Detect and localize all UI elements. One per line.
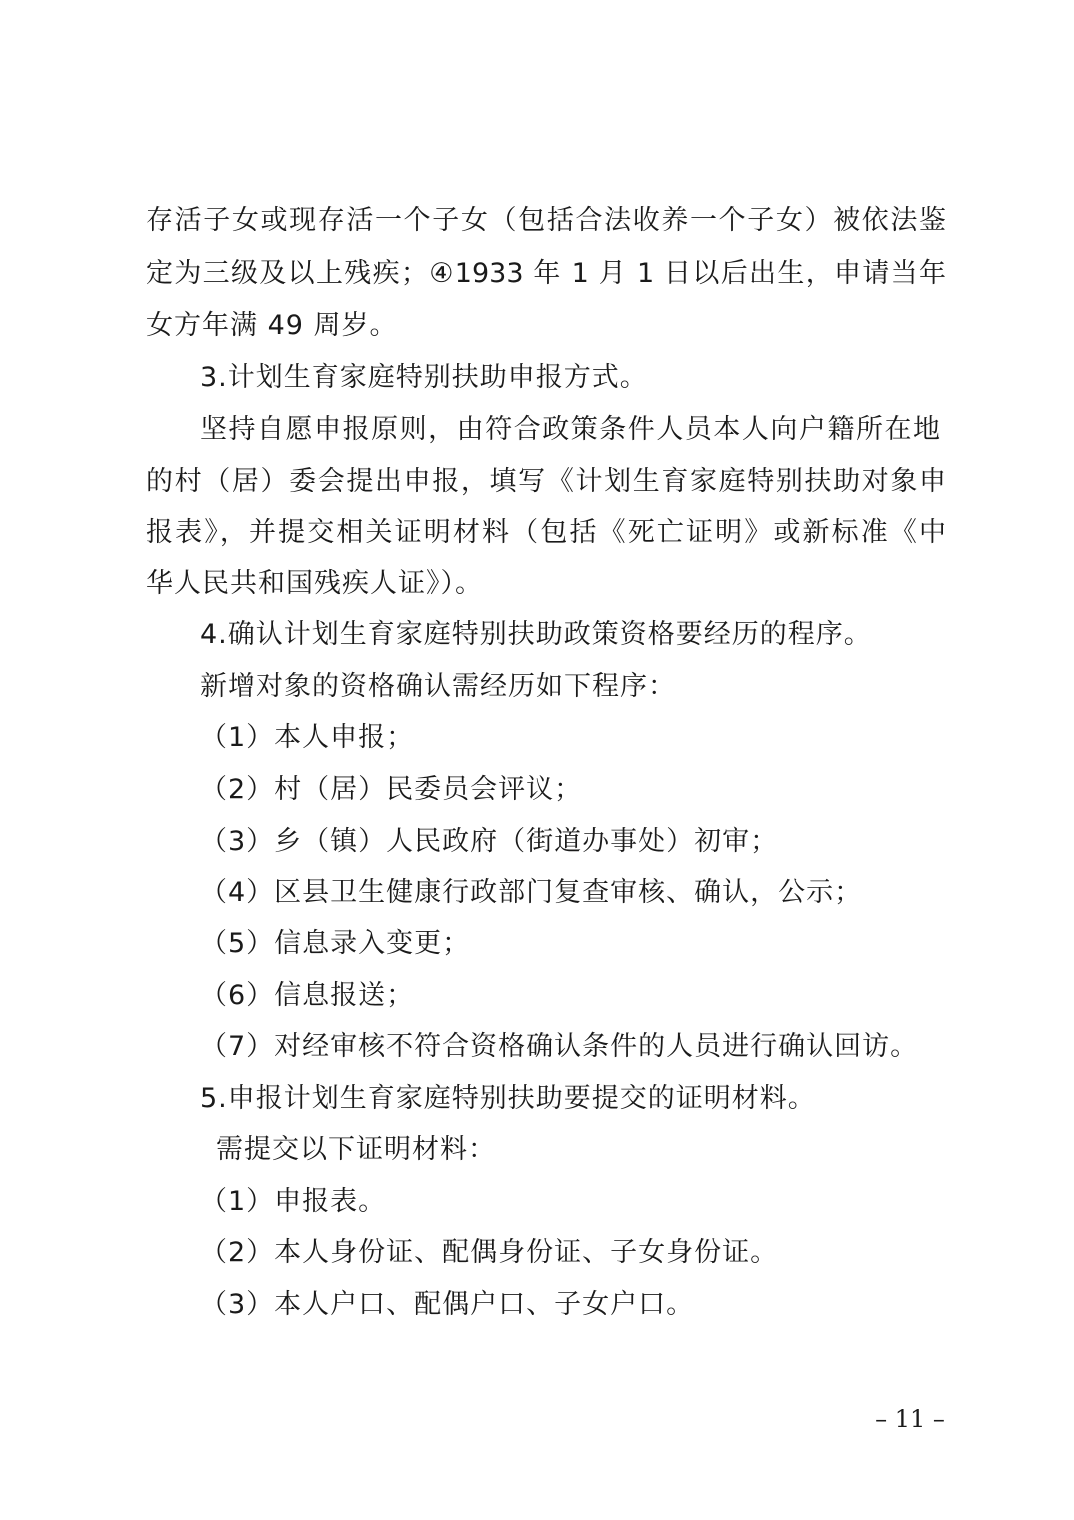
materials-item-3: （3）本人户口、配偶户口、子女户口。 [200, 1289, 695, 1320]
section-heading-5: 5.申报计划生育家庭特别扶助要提交的证明材料。 [200, 1083, 816, 1114]
procedure-item-3: （3）乡（镇）人民政府（街道办事处）初审； [200, 826, 779, 857]
materials-intro: 需提交以下证明材料： [216, 1134, 496, 1165]
text-line-1: 存活子女或现存活一个子女（包括合法收养一个子女）被依法鉴 [146, 205, 946, 236]
section-heading-3: 3.计划生育家庭特别扶助申报方式。 [200, 362, 648, 393]
paragraph-line-1: 坚持自愿申报原则，由符合政策条件人员本人向户籍所在地 [200, 414, 940, 445]
page-number: – 11 – [875, 1405, 945, 1433]
procedure-item-5: （5）信息录入变更； [200, 928, 471, 959]
text-line-3: 女方年满 49 周岁。 [146, 310, 398, 341]
procedure-item-7: （7）对经审核不符合资格确认条件的人员进行确认回访。 [200, 1031, 919, 1062]
procedure-item-2: （2）村（居）民委员会评议； [200, 774, 583, 805]
materials-item-1: （1）申报表。 [200, 1186, 387, 1217]
procedure-item-4: （4）区县卫生健康行政部门复查审核、确认，公示； [200, 877, 863, 908]
procedure-item-6: （6）信息报送； [200, 980, 415, 1011]
materials-item-2: （2）本人身份证、配偶身份证、子女身份证。 [200, 1237, 779, 1268]
text-line-2: 定为三级及以上残疾；④1933 年 1 月 1 日以后出生，申请当年 [146, 258, 946, 289]
procedure-intro: 新增对象的资格确认需经历如下程序： [200, 671, 676, 702]
procedure-item-1: （1）本人申报； [200, 722, 415, 753]
paragraph-line-4: 华人民共和国残疾人证》）。 [146, 568, 483, 599]
paragraph-line-2: 的村（居）委会提出申报，填写《计划生育家庭特别扶助对象申 [146, 466, 946, 497]
paragraph-line-3: 报表》，并提交相关证明材料（包括《死亡证明》或新标准《中 [146, 517, 946, 548]
section-heading-4: 4.确认计划生育家庭特别扶助政策资格要经历的程序。 [200, 619, 872, 650]
